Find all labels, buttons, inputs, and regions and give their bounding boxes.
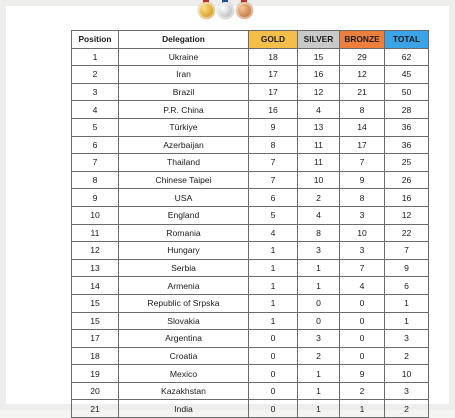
total-count-cell: 62 [385,48,429,66]
position-cell: 4 [72,101,119,119]
silver-count-cell: 1 [298,277,340,295]
gold-count-cell: 1 [249,242,298,260]
delegation-cell: India [119,400,249,418]
silver-count-cell: 1 [298,382,340,400]
silver-count-cell: 12 [298,83,340,101]
medals-emblem [196,0,258,24]
silver-count-cell: 8 [298,224,340,242]
delegation-cell: P.R. China [119,101,249,119]
delegation-cell: Thailand [119,154,249,172]
position-cell: 7 [72,154,119,172]
gold-count-cell: 0 [249,400,298,418]
table-row [72,242,429,260]
bronze-count-cell: 14 [340,118,385,136]
total-count-cell: 36 [385,136,429,154]
gold-count-cell: 1 [249,294,298,312]
position-cell: 20 [72,382,119,400]
total-count-cell: 10 [385,365,429,383]
gold-count-cell: 1 [249,259,298,277]
total-count-cell: 28 [385,101,429,119]
delegation-cell: England [119,206,249,224]
bronze-count-cell: 0 [340,347,385,365]
bronze-count-cell: 17 [340,136,385,154]
total-count-cell: 2 [385,400,429,418]
gold-count-cell: 17 [249,66,298,84]
table-row [72,206,429,224]
silver-count-cell: 15 [298,48,340,66]
position-cell: 3 [72,83,119,101]
delegation-cell: Croatia [119,347,249,365]
bronze-count-cell: 0 [340,312,385,330]
table-row [72,365,429,383]
delegation-cell: Kazakhstan [119,382,249,400]
bronze-count-cell: 8 [340,101,385,119]
medal-tally-table [71,30,429,418]
gold-count-cell: 16 [249,101,298,119]
table-row [72,330,429,348]
bronze-count-cell: 2 [340,382,385,400]
table-row [72,154,429,172]
table-row [72,259,429,277]
position-cell: 17 [72,330,119,348]
silver-count-cell: 4 [298,206,340,224]
gold-count-cell: 6 [249,189,298,207]
delegation-cell: USA [119,189,249,207]
bronze-count-cell: 0 [340,330,385,348]
gold-count-cell: 5 [249,206,298,224]
position-cell: 10 [72,206,119,224]
gold-count-cell: 1 [249,277,298,295]
delegation-cell: Republic of Srpska [119,294,249,312]
silver-count-cell: 2 [298,347,340,365]
total-count-cell: 16 [385,189,429,207]
silver-count-cell: 0 [298,294,340,312]
silver-count-cell: 13 [298,118,340,136]
total-count-cell: 50 [385,83,429,101]
bronze-count-cell: 29 [340,48,385,66]
table-row [72,171,429,189]
gold-count-cell: 0 [249,382,298,400]
position-cell: 8 [72,171,119,189]
position-cell: 18 [72,347,119,365]
table-row [72,382,429,400]
table-row [72,312,429,330]
table-row [72,224,429,242]
gold-count-cell: 4 [249,224,298,242]
gold-count-cell: 8 [249,136,298,154]
position-cell: 15 [72,312,119,330]
delegation-cell: Hungary [119,242,249,260]
table-row [72,347,429,365]
bronze-medal-icon [236,2,253,19]
silver-count-cell: 11 [298,136,340,154]
total-count-cell: 36 [385,118,429,136]
silver-count-cell: 1 [298,400,340,418]
total-header: TOTAL [385,31,429,49]
position-cell: 6 [72,136,119,154]
header-row [72,31,429,49]
gold-count-cell: 0 [249,365,298,383]
delegation-cell: Armenia [119,277,249,295]
total-count-cell: 6 [385,277,429,295]
bronze-header: BRONZE [340,31,385,49]
total-count-cell: 7 [385,242,429,260]
table-row [72,277,429,295]
table-row [72,189,429,207]
total-count-cell: 3 [385,382,429,400]
delegation-cell: Mexico [119,365,249,383]
total-count-cell: 1 [385,312,429,330]
position-cell: 1 [72,48,119,66]
total-count-cell: 22 [385,224,429,242]
silver-count-cell: 1 [298,365,340,383]
silver-count-cell: 2 [298,189,340,207]
silver-count-cell: 3 [298,242,340,260]
position-header: Position [72,31,119,49]
gold-count-cell: 7 [249,171,298,189]
gold-count-cell: 0 [249,330,298,348]
total-count-cell: 3 [385,330,429,348]
total-count-cell: 12 [385,206,429,224]
delegation-cell: Türkiye [119,118,249,136]
table-row [72,101,429,119]
bronze-count-cell: 10 [340,224,385,242]
bronze-count-cell: 1 [340,400,385,418]
silver-count-cell: 10 [298,171,340,189]
gold-medal-icon [198,2,215,19]
gold-count-cell: 9 [249,118,298,136]
delegation-cell: Chinese Taipei [119,171,249,189]
bronze-count-cell: 8 [340,189,385,207]
delegation-cell: Argentina [119,330,249,348]
total-count-cell: 45 [385,66,429,84]
bronze-count-cell: 9 [340,365,385,383]
bronze-count-cell: 12 [340,66,385,84]
silver-count-cell: 11 [298,154,340,172]
bronze-count-cell: 9 [340,171,385,189]
position-cell: 19 [72,365,119,383]
total-count-cell: 25 [385,154,429,172]
delegation-header: Delegation [119,31,249,49]
silver-header: SILVER [298,31,340,49]
bronze-count-cell: 21 [340,83,385,101]
table-row [72,48,429,66]
position-cell: 13 [72,259,119,277]
delegation-cell: Slovakia [119,312,249,330]
gold-header: GOLD [249,31,298,49]
position-cell: 15 [72,294,119,312]
position-cell: 11 [72,224,119,242]
silver-count-cell: 0 [298,312,340,330]
position-cell: 2 [72,66,119,84]
silver-count-cell: 1 [298,259,340,277]
delegation-cell: Romania [119,224,249,242]
gold-count-cell: 17 [249,83,298,101]
table-row [72,118,429,136]
delegation-cell: Azerbaijan [119,136,249,154]
position-cell: 5 [72,118,119,136]
table-body [72,48,429,417]
total-count-cell: 1 [385,294,429,312]
silver-count-cell: 3 [298,330,340,348]
delegation-cell: Serbia [119,259,249,277]
position-cell: 14 [72,277,119,295]
delegation-cell: Iran [119,66,249,84]
bronze-count-cell: 4 [340,277,385,295]
bronze-count-cell: 3 [340,206,385,224]
table-row [72,400,429,418]
gold-count-cell: 7 [249,154,298,172]
delegation-cell: Ukraine [119,48,249,66]
position-cell: 21 [72,400,119,418]
bronze-count-cell: 7 [340,259,385,277]
bronze-count-cell: 0 [340,294,385,312]
total-count-cell: 9 [385,259,429,277]
gold-count-cell: 18 [249,48,298,66]
bronze-count-cell: 3 [340,242,385,260]
total-count-cell: 2 [385,347,429,365]
total-count-cell: 26 [385,171,429,189]
table-row [72,294,429,312]
bronze-count-cell: 7 [340,154,385,172]
table-row [72,83,429,101]
silver-count-cell: 4 [298,101,340,119]
position-cell: 9 [72,189,119,207]
position-cell: 12 [72,242,119,260]
table-row [72,66,429,84]
gold-count-cell: 0 [249,347,298,365]
table-row [72,136,429,154]
silver-medal-icon [217,2,234,19]
silver-count-cell: 16 [298,66,340,84]
gold-count-cell: 1 [249,312,298,330]
delegation-cell: Brazil [119,83,249,101]
